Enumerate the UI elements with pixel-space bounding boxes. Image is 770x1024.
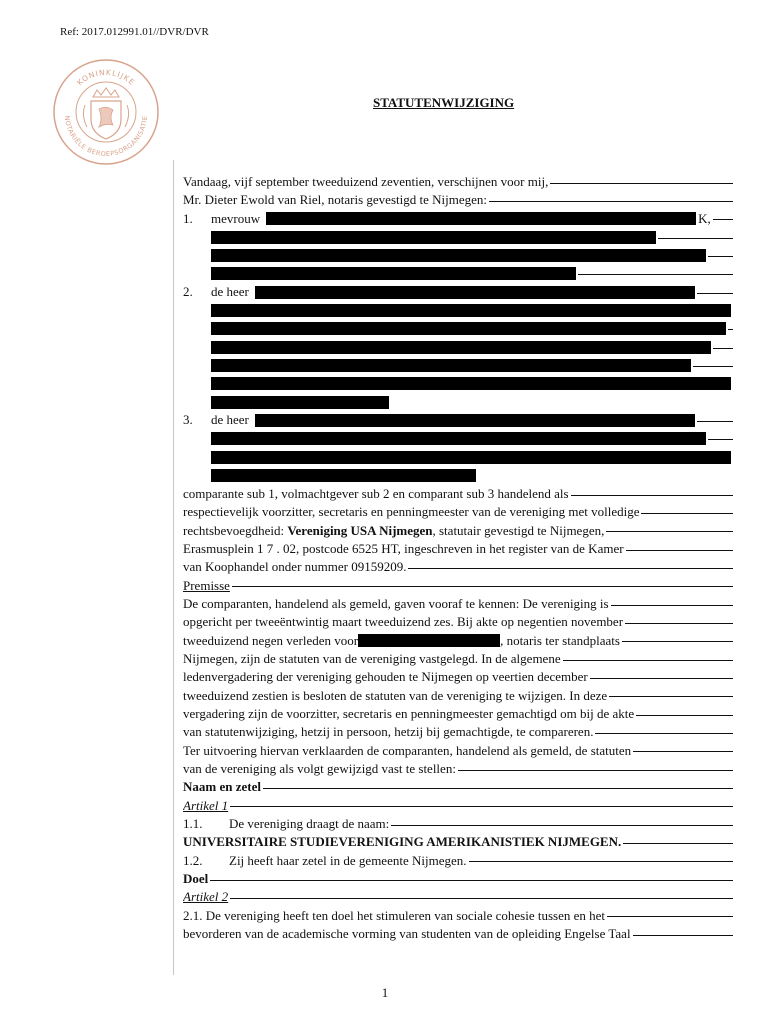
text-line: 2.1. De vereniging heeft ten doel het stimuleren van sociale cohesie tussen en het [183,907,733,925]
text-line: bevorderen van de academische vorming van studenten van de opleiding Engelse Taal [183,925,733,943]
page-number: 1 [381,985,389,1000]
redacted-line [183,301,733,319]
text-line: rechtsbevoegdheid: Vereniging USA Nijmegen, statutair gevestigd te Nijmegen, [183,522,733,540]
text-line: vergadering zijn de voorzitter, secretaris en penningmeester gemachtigd om bij de akte [183,705,733,723]
text-line: Mr. Dieter Ewold van Riel, notaris gevestigd te Nijmegen: [183,191,733,209]
text-line: Ter uitvoering hiervan verklaarden de comparanten, handelend als gemeld, de statuten [183,742,733,760]
text-line: comparante sub 1, volmachtgever sub 2 en comparant sub 3 handelend als [183,485,733,503]
text-line: opgericht per tweeëntwintig maart tweeduizend zes. Bij akte op negentien november [183,613,733,631]
section-heading-naam: Naam en zetel [183,778,733,796]
text-line: Erasmusplein 1 7 . 02, postcode 6525 HT, ingeschreven in het register van de Kamer [183,540,733,558]
text-line: 1. mevrouw K, [183,210,733,228]
redacted-line [183,356,733,374]
redacted-line [183,338,733,356]
margin-rule [173,160,174,975]
text-line: tweeduizend negen verleden voor , notaris ter standplaats [183,632,733,650]
text-line: 3. de heer [183,411,733,429]
text-line: tweeduizend zestien is besloten de statuten van de vereniging te wijzigen. In deze [183,687,733,705]
redacted-line [183,448,733,466]
redacted-line [183,228,733,246]
article-heading-1: Artikel 1 [183,797,733,815]
redacted-line [183,467,733,485]
text-line: 1.2. Zij heeft haar zetel in de gemeente Nijmegen. [183,852,733,870]
svg-text:NOTARIËLE BEROEPSORGANISATIE: NOTARIËLE BEROEPSORGANISATIE [62,115,150,159]
text-line: respectievelijk voorzitter, secretaris en penningmeester van de vereniging met volledige [183,503,733,521]
article-heading-2: Artikel 2 [183,888,733,906]
document-body [183,173,733,943]
text-line: van statutenwijziging, hetzij in persoon, hetzij bij gemachtigde, te compareren. [183,723,733,741]
section-heading-premisse: Premisse [183,577,733,595]
redacted-line [183,375,733,393]
section-heading-doel: Doel [183,870,733,888]
redacted-line [183,265,733,283]
text-line: van Koophandel onder nummer 09159209. [183,558,733,576]
redacted-line [183,320,733,338]
text-line: ledenvergadering der vereniging gehouden te Nijmegen op veertien december [183,668,733,686]
text-line: 2. de heer [183,283,733,301]
text-line: Nijmegen, zijn de statuten van de vereniging vastgelegd. In de algemene [183,650,733,668]
text-line: 1.1. De vereniging draagt de naam: [183,815,733,833]
text-line: van de vereniging als volgt gewijzigd vast te stellen: [183,760,733,778]
text-line: Vandaag, vijf september tweeduizend zeventien, verschijnen voor mij, [183,173,733,191]
redacted-line [183,430,733,448]
redacted-line [183,393,733,411]
svg-text:KONINKLIJKE: KONINKLIJKE [75,67,137,88]
reference-number: Ref: 2017.012991.01//DVR/DVR [60,26,209,38]
redacted-line [183,246,733,264]
notary-seal-logo [51,57,161,167]
document-title: STATUTENWIJZIGING [373,95,515,110]
text-line: De comparanten, handelend als gemeld, gaven vooraf te kennen: De vereniging is [183,595,733,613]
association-name: UNIVERSITAIRE STUDIEVERENIGING AMERIKANISTIEK NIJMEGEN. [183,833,733,851]
